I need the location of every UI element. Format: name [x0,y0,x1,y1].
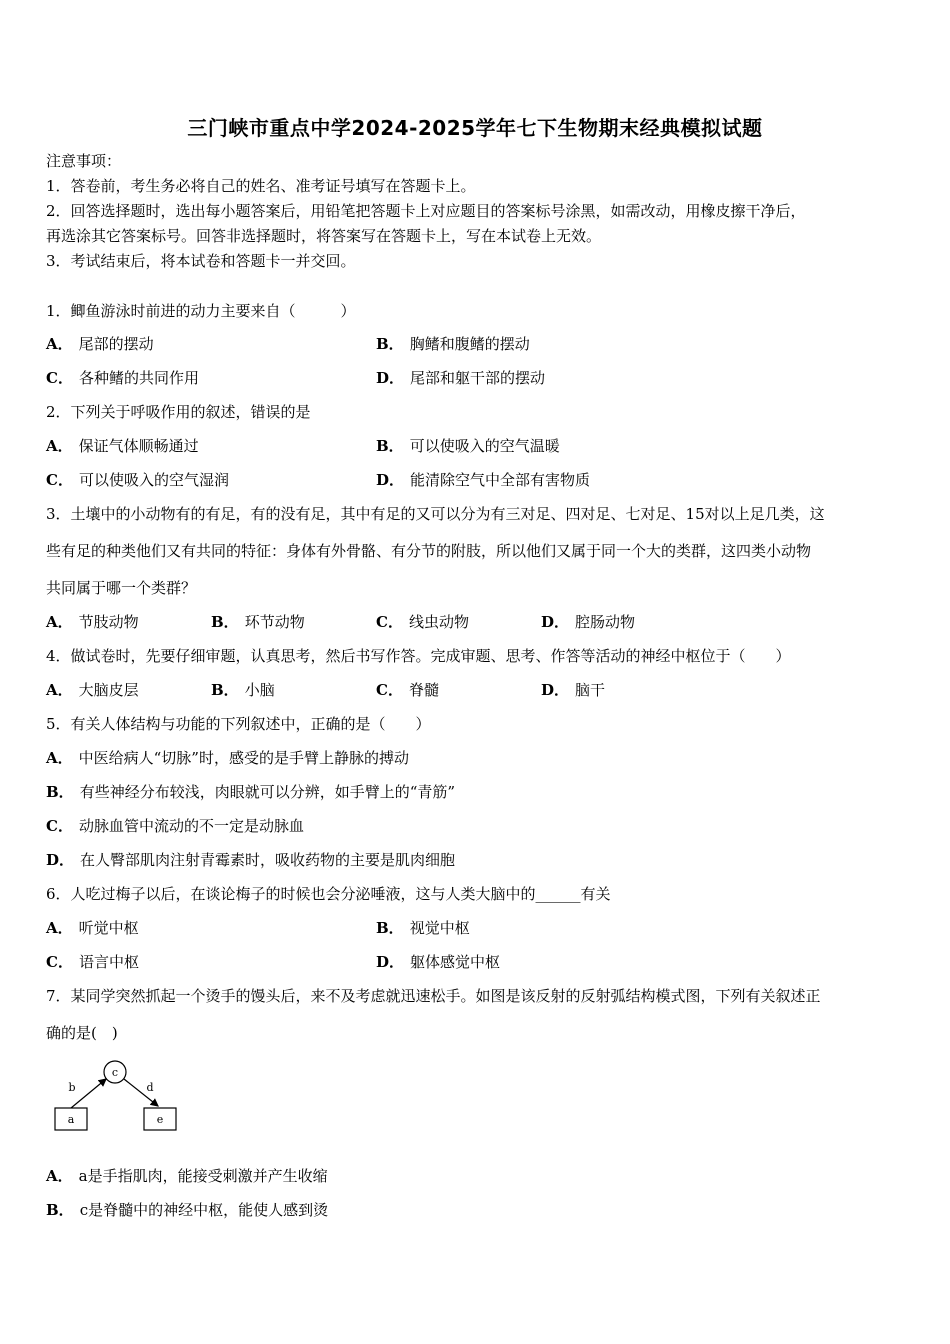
option-label: C． [376,613,403,631]
option-label: B． [211,681,239,699]
question-3-stem: 共同属于哪一个类群？ [46,579,197,597]
q4-option-b [211,680,275,700]
option-label: B． [376,437,404,455]
option-label: B． [211,613,239,631]
option-label: B． [376,335,404,353]
reflex-arc-diagram [50,1058,185,1136]
notice-heading: 注意事项： [46,152,122,170]
option-text: 腔肠动物 [575,613,636,631]
option-text: 在人臀部肌肉注射青霉素时，吸收药物的主要是肌肉细胞 [80,851,456,869]
option-text: 大脑皮层 [78,681,139,699]
q4-option-d [541,680,605,700]
q1-option-c [46,368,199,388]
option-text: 脊髓 [408,681,439,699]
option-text: a是手指肌肉，能接受刺激并产生收缩 [78,1167,328,1185]
page-title: 三门峡市重点中学2024-2025学年七下生物期末经典模拟试题 [187,116,763,140]
option-text: 躯体感觉中枢 [410,953,501,971]
option-label: A． [46,437,73,455]
option-text: 语言中枢 [78,953,139,971]
option-text: c是脊髓中的神经中枢，能使人感到烫 [79,1201,329,1219]
notice-item: 2．回答选择题时，选出每小题答案后，用铅笔把答题卡上对应题目的答案标号涂黑，如需改动，用橡皮擦干净后， [46,202,806,220]
option-text: 可以使吸入的空气湿润 [78,471,229,489]
option-label: C． [46,369,73,387]
arrow-b [71,1079,106,1108]
q1-option-a [46,334,154,354]
option-text: 听觉中枢 [78,919,139,937]
question-6-stem: 6．人吃过梅子以后，在谈论梅子的时候也会分泌唾液，这与人类大脑中的______有关 [46,885,611,903]
q2-option-d [376,470,590,490]
q2-option-c [46,470,229,490]
node-b-label: b [68,1081,76,1094]
option-text: 有些神经分布较浅，肉眼就可以分辨，如手臂上的“青筋” [79,783,456,801]
q4-option-c [376,680,439,700]
option-text: 保证气体顺畅通过 [78,437,199,455]
option-label: D． [541,613,570,631]
option-label: A． [46,681,73,699]
question-2-stem: 2．下列关于呼吸作用的叙述，错误的是 [46,403,311,421]
option-label: C． [46,953,73,971]
option-text: 线虫动物 [408,613,469,631]
q5-option-d [46,850,455,870]
node-e-label: e [156,1113,164,1126]
q6-option-a [46,918,139,938]
q2-option-a [46,436,199,456]
q6-option-c [46,952,139,972]
option-text: 环节动物 [244,613,305,631]
option-text: 小脑 [244,681,275,699]
q3-option-a [46,612,139,632]
option-label: C． [46,471,73,489]
option-text: 中医给病人“切脉”时，感受的是手臂上静脉的搏动 [78,749,409,767]
q6-option-d [376,952,500,972]
option-text: 可以使吸入的空气温暖 [409,437,560,455]
notice-item: 3．考试结束后，将本试卷和答题卡一并交回。 [46,252,356,270]
option-label: A． [46,335,73,353]
q7-option-b [46,1200,328,1220]
q3-option-c [376,612,469,632]
node-a-label: a [67,1113,75,1126]
q6-option-b [376,918,470,938]
option-label: B． [46,783,74,801]
q1-option-b [376,334,530,354]
notice-item: 1．答卷前，考生务必将自己的姓名、准考证号填写在答题卡上。 [46,177,476,195]
option-text: 各种鳍的共同作用 [78,369,199,387]
option-label: B． [46,1201,74,1219]
option-label: B． [376,919,404,937]
q1-option-d [376,368,545,388]
option-text: 尾部和躯干部的摆动 [410,369,546,387]
option-label: A． [46,1167,73,1185]
option-label: A． [46,919,73,937]
option-text: 脑干 [575,681,606,699]
q5-option-b [46,782,455,802]
option-label: A． [46,613,73,631]
option-text: 胸鳍和腹鳍的摆动 [409,335,530,353]
node-c-label: c [111,1066,119,1079]
option-text: 能清除空气中全部有害物质 [410,471,591,489]
q4-option-a [46,680,139,700]
option-label: D． [376,953,405,971]
option-label: C． [376,681,403,699]
option-text: 尾部的摆动 [78,335,154,353]
question-1-stem: 1．鲫鱼游泳时前进的动力主要来自（ ） [46,302,356,320]
node-d-label: d [146,1081,154,1094]
option-label: D． [541,681,570,699]
option-label: A． [46,749,73,767]
option-label: D． [376,369,405,387]
q3-option-b [211,612,305,632]
notice-item: 再选涂其它答案标号。回答非选择题时，将答案写在答题卡上，写在本试卷上无效。 [46,227,602,245]
question-7-stem: 确的是( ) [46,1024,118,1042]
question-3-stem: 些有足的种类他们又有共同的特征：身体有外骨骼、有分节的附肢，所以他们又属于同一个大的类群，这四类小动物 [46,542,812,560]
question-4-stem: 4．做试卷时，先要仔细审题，认真思考，然后书写作答。完成审题、思考、作答等活动的神经中枢位于（ ） [46,647,791,665]
option-text: 节肢动物 [78,613,139,631]
question-3-stem: 3．土壤中的小动物有的有足，有的没有足，其中有足的又可以分为有三对足、四对足、七对足、15对以上足几类，这 [46,505,825,523]
option-text: 视觉中枢 [409,919,470,937]
q7-option-a [46,1166,328,1186]
option-label: D． [46,851,75,869]
q3-option-d [541,612,635,632]
option-label: D． [376,471,405,489]
q5-option-c [46,816,304,836]
q2-option-b [376,436,560,456]
question-5-stem: 5．有关人体结构与功能的下列叙述中，正确的是（ ） [46,715,431,733]
option-text: 动脉血管中流动的不一定是动脉血 [78,817,304,835]
question-7-stem: 7．某同学突然抓起一个烫手的馒头后，来不及考虑就迅速松手。如图是该反射的反射弧结构模式图，下列有关叙述正 [46,987,821,1005]
q5-option-a [46,748,409,768]
option-label: C． [46,817,73,835]
